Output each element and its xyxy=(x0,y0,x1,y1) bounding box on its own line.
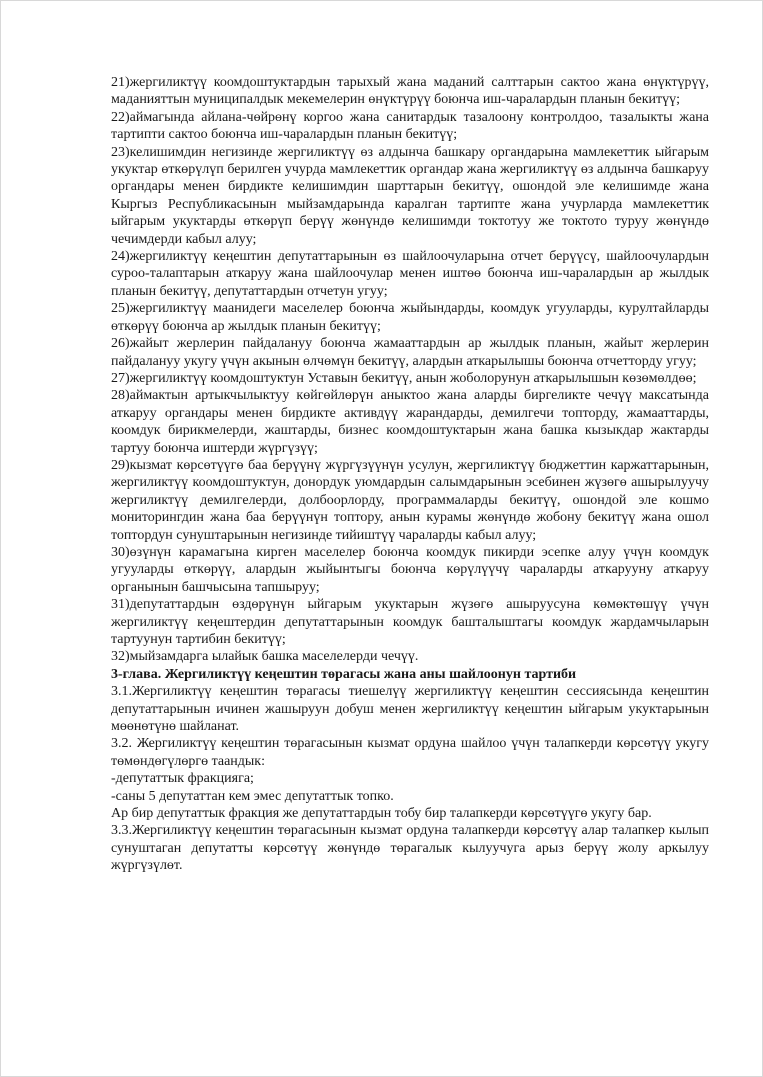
list-item: -саны 5 депутаттан кем эмес депутаттык топко. xyxy=(111,788,394,804)
paragraph-item-22: 22)аймагында айлана-чөйрөнү коргоо жана санитардык тазалоону контролдоо, тазалыкты жана тартипти сактоо боюнча иш-чаралардын планын бекитүү; xyxy=(111,109,709,143)
paragraph-item-24: 24)жергиликтүү кеңештин депутаттарынын өз шайлоочуларына отчет берүүсү, шайлоочулардын суроо-талаптарын аткаруу жана шайлоочулар менен иштөө боюнча иш-чаралардын ар жылдык планын бекитүү, депутаттардын отчетун угуу; xyxy=(111,249,709,299)
paragraph-item-26: 26)жайыт жерлерин пайдалануу боюнча жамааттардын ар жылдык планын, жайыт жерлерин пайдалануу укугу үчүн акынын өлчөмүн бекитүү, алардын аткарылышы боюнча отчетторду угуу; xyxy=(111,336,709,369)
paragraph-item-29: 29)кызмат көрсөтүүгө баа берүүнү жүргүзүүнүн усулун, жергиликтүү бюджеттин каржаттарынын, жергиликтүү коомдоштуктун, донордук уюмдардын салымдарынын эсебинен жүзөгө ашырылуучу жергиликтүү демилгелерди, долбоорлорду, программаларды бекитүү, ошондой эле кошмо мониторингдин жана баа берүүнүн топтору, анын курамы жөнүндө жобону бекитүү жана ошол топтордун сунуштарынын негизинде тийиштүү чараларды кабыл алуу; xyxy=(111,457,709,543)
paragraph-item-25: 25)жергиликтүү маанидеги маселелер боюнча жыйындарды, коомдук угууларды, курултайларды өткөрүү боюнча ар жылдык планын бекитүү; xyxy=(111,301,709,334)
paragraph-item-21: 21)жергиликтүү коомдоштуктардын тарыхый жана маданий салттарын сактоо жана өнүктүрүү, маданияттын муниципалдык мекемелерин өнүктүрүү боюнча иш-чаралардын планын бекитүү; xyxy=(111,75,709,108)
paragraph-item-23: 23)келишимдин негизинде жергиликтүү өз алдынча башкару органдарына мамлекеттик ыйгарым укуктар өткөрүлүп берилген учурда мамлекеттик органдар жана жергиликтүү өз алдынча башкаруу органдары менен бирдикте келишимдин шарттарын бекитүү, ошондой эле келишимде жана Кыргыз Республикасынын мыйзамдарында каралган тартипте жана учурларда мамлекеттик ыйгарым укуктарды өткөрүп берүү жөнүндө келишимди токтотуу же токтото туруу жөнүндө чечимдерди кабыл алуу; xyxy=(111,144,709,247)
paragraph-item-27: 27)жергиликтүү коомдоштуктун Уставын бекитүү, анын жоболорунун аткарылышын көзөмөлдөө; xyxy=(111,370,697,386)
section-3-2: 3.2. Жергиликтүү кеңештин төрагасынын кызмат ордуна шайлоо үчүн талапкерди көрсөтүү укугу төмөндөгүлөргө таандык: xyxy=(111,736,709,769)
section-3-1: 3.1.Жергиликтүү кеңештин төрагасы тиешелүү жергиликтүү кеңештин сессиясында кеңештин депутаттарынын ичинен жашыруун добуш менен жергиликтүү кеңештин ыйгарым укуктарынын мөөнөтүнө шайланат. xyxy=(111,684,709,735)
document-body xyxy=(111,74,709,875)
list-item: -депутаттык фракцияга; xyxy=(111,771,254,787)
section-3-3: 3.3.Жергиликтүү кеңештин төрагасынын кызмат ордуна талапкерди көрсөтүү алар талапкер кылып сунуштаган депутатты көрсөтүү жөнүндө төрагалык кылуучуга арыз берүү жолу аркылуу жүргүзүлөт. xyxy=(111,823,709,874)
paragraph-item-30: 30)өзүнүн карамагына кирген маселелер боюнча коомдук пикирди эсепке алуу үчүн коомдук угууларды өткөрүү, алардын жыйынтыгы боюнча көрүлүүчү чараларды аткарууну аткаруу органынын башчысына тапшыруу; xyxy=(111,544,709,595)
nomination-note: Ар бир депутаттык фракция же депутаттардын тобу бир талапкерди көрсөтүүгө укугу бар. xyxy=(111,806,652,822)
paragraph-item-28: 28)аймактын артыкчылыктуу көйгөйлөрүн аныктоо жана аларды биргеликте чечүү максатында аткаруу органдары менен бирдикте активдүү жарандарды, демилгечи топторду, жамааттарды, коомдук бирикмелерди, жаштарды, бизнес коомдоштуктарын жана башка кызыкдар жактарды тартуу боюнча иштерди жүргүзүү; xyxy=(111,388,709,456)
chapter-heading: 3-глава. Жергиликтүү кеңештин төрагасы жана аны шайлоонун тартиби xyxy=(111,666,577,682)
paragraph-item-31: 31)депутаттардын өздөрүнүн ыйгарым укуктарын жүзөгө ашыруусуна көмөктөшүү үчүн жергиликтүү кеңештердин депутаттарынын коомдук башталыштагы коомдук жардамчыларын тартуунун тартибин бекитүү; xyxy=(111,597,709,647)
paragraph-item-32: 32)мыйзамдарга ылайык башка маселелерди чечүү. xyxy=(111,649,419,665)
